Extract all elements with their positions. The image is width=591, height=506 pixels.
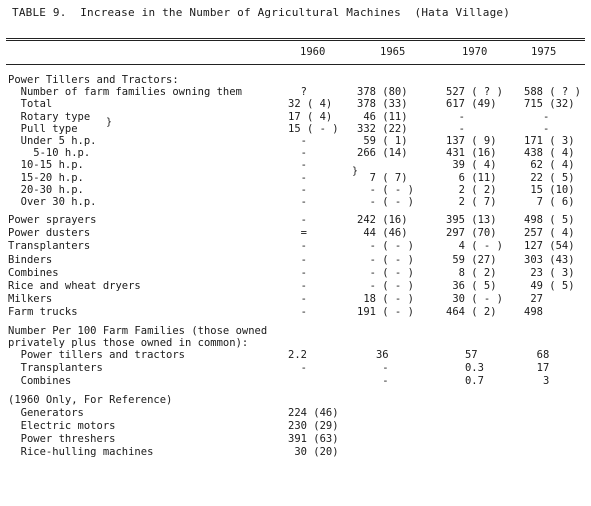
val-1965: 18 ( - ): [357, 292, 414, 305]
val-1960: -: [288, 183, 307, 196]
val-1970: 2 ( 2): [446, 183, 497, 196]
val-1970: 57: [446, 349, 478, 362]
section-heading: Power Tillers and Tractors:: [8, 74, 179, 86]
row-label: Number of farm families owning them: [8, 86, 242, 99]
val-1960: 224 (46): [288, 406, 339, 419]
val-1975: 171 ( 3): [524, 135, 575, 147]
val-1965: 378 (80): [357, 86, 408, 99]
val-1970: 137 ( 9): [446, 135, 497, 147]
val-1960: -: [288, 240, 307, 253]
row-label: Combines: [8, 266, 59, 279]
header-rule: [6, 64, 585, 65]
section-power-tillers-heading: [0, 74, 591, 87]
val-1960: -: [288, 171, 307, 184]
table-row: [0, 375, 591, 388]
val-1970: -: [446, 110, 465, 123]
table-row: [0, 254, 591, 267]
val-1970: 2 ( 7): [446, 196, 497, 208]
row-label: Under 5 h.p.: [8, 135, 97, 147]
table-row: [0, 172, 591, 185]
val-1965: 59 ( 1): [357, 135, 408, 147]
row-label: Milkers: [8, 292, 53, 305]
val-1960: 30 (20): [288, 445, 339, 458]
row-label: Power sprayers: [8, 214, 97, 227]
year-1970: 1970: [462, 46, 488, 58]
row-label: Transplanters: [8, 362, 103, 375]
val-1970: 4 ( - ): [446, 240, 503, 253]
section-heading: privately plus those owned in common):: [8, 337, 249, 350]
val-1960: -: [288, 266, 307, 279]
val-1960: 15 ( - ): [288, 122, 339, 135]
val-1970: 395 (13): [446, 214, 497, 227]
val-1975: 257 ( 4): [524, 227, 575, 240]
val-1970: 297 (70): [446, 227, 497, 240]
table-row: [0, 196, 591, 209]
val-1965: -: [357, 362, 389, 375]
table-title: TABLE 9. Increase in the Number of Agricultural Machines (Hata Village): [12, 6, 511, 19]
row-label: Power dusters: [8, 227, 91, 240]
val-1970: 464 ( 2): [446, 305, 497, 318]
rotary-pull-brace: }: [106, 116, 113, 128]
val-1960: -: [288, 305, 307, 318]
val-1970: 36 ( 5): [446, 279, 497, 292]
val-1960: 391 (63): [288, 432, 339, 445]
row-label: Power tillers and tractors: [8, 349, 186, 362]
table-row: [0, 159, 591, 172]
val-1960: ?: [288, 86, 307, 99]
val-1960: -: [288, 159, 307, 172]
row-label: Power threshers: [8, 432, 116, 445]
row-label: Rotary type: [8, 110, 91, 123]
val-1975: 49 ( 5): [524, 279, 575, 292]
val-1975: 62 ( 4): [524, 159, 575, 172]
table-row: [0, 184, 591, 197]
val-1970: 30 ( - ): [446, 292, 503, 305]
year-1960: 1960: [300, 46, 326, 58]
val-1975: 23 ( 3): [524, 266, 575, 279]
table-row: [0, 214, 591, 227]
row-label: 5-10 h.p.: [8, 147, 91, 160]
header-row: [0, 46, 591, 59]
val-1975: 438 ( 4): [524, 147, 575, 160]
section-per-100-heading: [0, 325, 591, 338]
table-row: [0, 240, 591, 253]
val-1965: - ( - ): [357, 240, 414, 253]
row-label: Binders: [8, 253, 53, 266]
val-1975: -: [524, 110, 550, 123]
val-1970: 0.3: [446, 362, 484, 375]
val-1975: 7 ( 6): [524, 196, 575, 208]
val-1975: 17: [524, 362, 550, 375]
row-label: 10-15 h.p.: [8, 159, 84, 172]
val-1960: -: [288, 279, 307, 292]
val-1965: - ( - ): [357, 266, 414, 279]
val-1960: -: [288, 214, 307, 227]
val-1965: 46 (11): [357, 110, 408, 123]
val-1960: 2.2: [288, 349, 307, 362]
val-1965: 7 ( 7): [357, 171, 408, 184]
table-row: [0, 349, 591, 362]
val-1965: 191 ( - ): [357, 305, 414, 318]
table-row: [0, 267, 591, 280]
section-per-100-subheading: [0, 337, 591, 350]
val-1975: -: [524, 122, 550, 135]
val-1970: -: [446, 122, 465, 135]
row-label: Generators: [8, 406, 84, 419]
val-1960: -: [288, 362, 307, 375]
year-1965: 1965: [380, 46, 406, 58]
val-1975: 127 (54): [524, 240, 575, 253]
table-row: [0, 98, 591, 111]
val-1975: 3: [524, 375, 550, 388]
val-1975: 588 ( ? ): [524, 86, 581, 99]
val-1965: 332 (22): [357, 122, 408, 135]
val-1965: 378 (33): [357, 98, 408, 111]
row-label: Transplanters: [8, 240, 91, 253]
table-row: [0, 86, 591, 99]
val-1965: - ( - ): [357, 253, 414, 266]
table-row: [0, 433, 591, 446]
val-1965: - ( - ): [357, 279, 414, 292]
val-1965: - ( - ): [357, 183, 414, 196]
val-1965: 242 (16): [357, 214, 408, 227]
val-1975: 498 ( 5): [524, 214, 575, 227]
val-1960: -: [288, 253, 307, 266]
table-row: [0, 446, 591, 459]
row-label: Combines: [8, 375, 72, 388]
section-heading: Number Per 100 Farm Families (those owned: [8, 325, 268, 337]
section-reference-heading: [0, 394, 591, 407]
val-1965: - ( - ): [357, 196, 414, 208]
val-1960: 230 (29): [288, 419, 339, 432]
hp-10-20-brace: }: [352, 165, 359, 177]
val-1960: -: [288, 196, 307, 208]
table-row: [0, 147, 591, 160]
row-label: Total: [8, 98, 53, 111]
row-label: 15-20 h.p.: [8, 171, 84, 184]
val-1970: 617 (49): [446, 98, 497, 111]
row-label: 20-30 h.p.: [8, 183, 84, 196]
val-1975: 27: [524, 292, 543, 305]
val-1960: =: [288, 227, 307, 240]
val-1970: 8 ( 2): [446, 266, 497, 279]
val-1970: 39 ( 4): [446, 159, 497, 172]
val-1970: 527 ( ? ): [446, 86, 503, 99]
val-1975: 498: [524, 305, 543, 318]
table-row: [0, 135, 591, 148]
val-1970: 59 (27): [446, 253, 497, 266]
row-label: Pull type: [8, 122, 78, 135]
val-1975: 68: [524, 349, 550, 362]
val-1970: 431 (16): [446, 147, 497, 160]
section-heading: (1960 Only, For Reference): [8, 394, 173, 407]
val-1960: 17 ( 4): [288, 110, 333, 123]
table-row: [0, 123, 591, 136]
table-row: [0, 111, 591, 124]
row-label: Electric motors: [8, 419, 116, 432]
row-label: Rice and wheat dryers: [8, 279, 141, 292]
table-row: [0, 227, 591, 240]
table-row: [0, 306, 591, 319]
val-1970: 0.7: [446, 375, 484, 388]
row-label: Rice-hulling machines: [8, 445, 154, 458]
val-1960: -: [288, 135, 307, 147]
val-1965: 44 (46): [357, 227, 408, 240]
val-1960: -: [288, 147, 307, 160]
val-1975: 15 (10): [524, 183, 575, 196]
val-1960: -: [288, 292, 307, 305]
val-1975: 715 (32): [524, 98, 575, 111]
val-1965: 266 (14): [357, 147, 408, 160]
val-1960: 32 ( 4): [288, 98, 333, 111]
val-1975: 303 (43): [524, 253, 575, 266]
val-1975: 22 ( 5): [524, 171, 575, 184]
table-row: [0, 293, 591, 306]
table-row: [0, 280, 591, 293]
table-row: [0, 420, 591, 433]
val-1965: 36: [357, 349, 389, 362]
row-label: Over 30 h.p.: [8, 196, 97, 208]
table-row: [0, 362, 591, 375]
row-label: Farm trucks: [8, 305, 78, 318]
val-1965: -: [357, 375, 389, 388]
table-row: [0, 407, 591, 420]
top-rule: [6, 38, 585, 41]
val-1970: 6 (11): [446, 171, 497, 184]
year-1975: 1975: [531, 46, 557, 58]
